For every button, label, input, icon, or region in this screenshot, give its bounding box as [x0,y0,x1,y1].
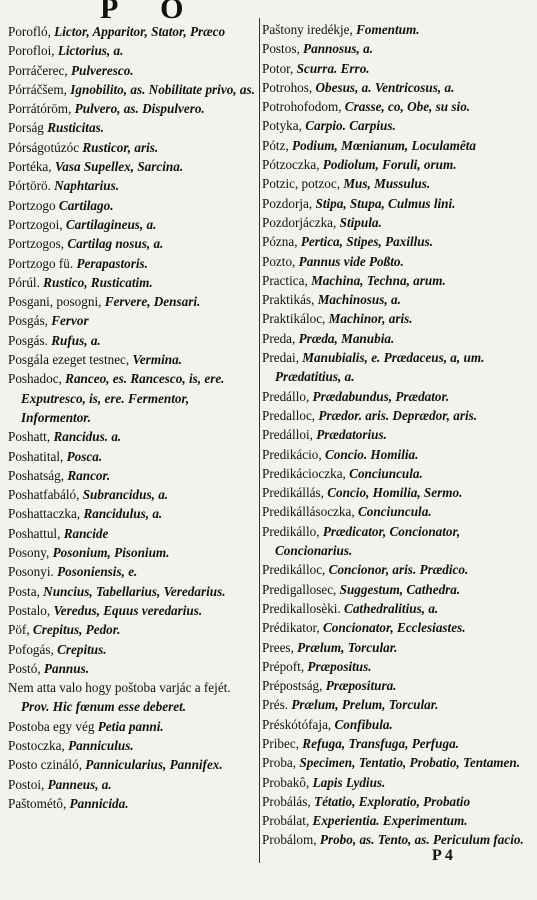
dictionary-entry [8,601,260,620]
dictionary-entry [262,20,534,39]
headword: Pribec, [262,735,299,751]
latin-translation: Subrancidus, a. [82,487,169,503]
latin-translation: Crasse, co, Obe, su sio. [344,99,471,115]
latin-translation: Podiolum, Foruli, orum. [322,157,457,173]
headword: Pórúl. [8,274,40,290]
dictionary-entry [262,116,534,135]
dictionary-entry [8,99,260,118]
headword: Portzogos, [8,236,65,252]
latin-translation: Rustico, Rusticatim. [43,274,153,290]
latin-translation: Præpositura. [325,678,397,694]
latin-translation: Rancor. [67,467,111,483]
dictionary-entry [262,425,534,444]
headword: Poshadoc, [8,371,62,387]
latin-translation: Conciuncula. [357,504,432,520]
headword: Pofogás, [8,641,54,657]
headword: Probálás, [262,793,311,809]
latin-translation: Prædicator, Concionator, Concionarius. [275,523,461,559]
dictionary-entry [262,811,534,830]
latin-translation: Machinosus, a. [317,292,401,308]
latin-translation: Vermina. [132,352,182,368]
dictionary-entry [8,196,260,215]
latin-translation: Vasa Supellex, Sarcina. [54,159,184,175]
dictionary-entry [262,676,534,695]
dictionary-entry [262,348,534,387]
latin-translation: Veredus, Equus veredarius. [53,602,203,618]
dictionary-entry [8,138,260,157]
headword: Pótz, [262,137,289,153]
latin-translation: Probo, as. Tento, as. Periculum facio. [319,832,524,848]
headword: Probálat, [262,813,310,829]
headword: Portéka, [8,159,52,175]
headword: Pózna, [262,234,298,250]
dictionary-entry [8,504,260,523]
latin-translation: Concio, Homilia, Sermo. [327,485,463,501]
latin-translation: Crepitus, Pedor. [32,622,121,638]
dictionary-entry [8,41,260,60]
dictionary-entry [262,387,534,406]
latin-translation: Stipa, Stupa, Culmus lini. [315,195,456,211]
headword: Postoba egy vég [8,718,95,734]
latin-translation: Concionor, aris. Prædico. [328,562,469,578]
dictionary-entry [262,309,534,328]
headword: Portzogo [8,197,56,213]
latin-translation: Specimen, Tentatio, Probatio, Tentamen. [299,755,521,771]
headword: Paštométô, [8,795,67,811]
latin-translation: Machina, Techna, arum. [311,272,446,288]
latin-translation: Rusticor, aris. [82,139,159,155]
dictionary-entry [262,580,534,599]
dictionary-entry [262,271,534,290]
dictionary-entry [262,174,534,193]
dictionary-entry [8,292,260,311]
headword: Predai, [262,350,299,366]
dictionary-entry [262,773,534,792]
headword: Posgála ezeget testnec, [8,352,130,368]
headword: Postalo, [8,602,51,618]
latin-translation: Posca. [66,448,103,464]
headword: Portzogo fü. [8,255,74,271]
dictionary-entry [262,502,534,521]
dictionary-entry [8,234,260,253]
latin-translation: Prædor. aris. Deprædor, aris. [318,407,478,423]
headword: Posgás, [8,313,48,329]
latin-translation: Machinor, aris. [328,311,413,327]
headword: Postoi, [8,776,45,792]
dictionary-entry [8,485,260,504]
headword: Predikácio, [262,446,322,462]
latin-translation: Tétatio, Exploratio, Probatio [314,793,471,809]
headword: Probakô, [262,774,310,790]
latin-translation: Perapastoris. [76,255,148,271]
latin-translation: Cartilago. [58,197,114,213]
headword: Potrohos, [262,79,313,95]
dictionary-entry [8,273,260,292]
dictionary-entry [8,350,260,369]
dictionary-entry [8,775,260,794]
page-header [0,0,537,25]
latin-translation: Rancidulus, a. [83,506,163,522]
dictionary-entry [262,252,534,271]
headword: Porráčerec, [8,62,68,78]
dictionary-entry [8,524,260,543]
headword: Nem atta valo hogy poštoba varjác a fejét. [8,680,231,696]
dictionary-entry [262,599,534,618]
latin-translation: Conciuncula. [349,465,423,481]
latin-translation: Panneus, a. [47,776,112,792]
latin-translation: Mus, Mussulus. [343,176,431,192]
headword: Paštony iredékje, [262,22,353,37]
dictionary-entry [262,329,534,348]
headword: Pórráčšem, [8,81,67,97]
dictionary-entry [8,22,260,41]
dictionary-entry [262,213,534,232]
headword: Pórtörö. [8,178,51,194]
headword: Poshatság, [8,467,65,483]
dictionary-entry [262,136,534,155]
headword: Potyka, [262,118,302,134]
dictionary-entry [8,466,260,485]
dictionary-entry [8,620,260,639]
dictionary-entry [8,543,260,562]
dictionary-entry [262,232,534,251]
headword: Préskótófaja, [262,716,332,732]
headword: Prépostság, [262,678,323,694]
dictionary-entry [262,792,534,811]
headword: Praktikás, [262,292,315,308]
headword: Poshattul, [8,525,61,541]
headword: Predikálloc, [262,562,326,578]
latin-translation: Manubialis, e. Prædaceus, a, um. Prædatitius, a. [275,350,485,385]
headword: Predalloc, [262,407,316,423]
headword: Poshattaczka, [8,506,81,522]
headword: Prépoft, [262,658,305,674]
latin-translation: Cathedralitius, a. [344,600,439,616]
dictionary-entry [8,659,260,678]
latin-translation: Prælum, Prelum, Torcular. [291,697,439,713]
headword: Prees, [262,639,294,655]
latin-translation: Concio. Homilia. [325,446,419,462]
dictionary-entry [262,445,534,464]
latin-translation: Prædatorius. [316,427,387,443]
headword: Porofloi, [8,43,55,59]
latin-translation: Experientia. Experimentum. [312,813,468,829]
headword: Poshatfabáló, [8,487,80,503]
latin-translation: Posonium, Pisonium. [52,545,170,561]
latin-translation: Confibula. [334,716,393,732]
dictionary-entry [262,695,534,714]
latin-translation: Prov. Hic fœnum esse deberet. [21,699,187,715]
latin-translation: Crepitus. [57,641,107,657]
latin-translation: Concionator, Ecclesiastes. [323,620,466,636]
headword: Potrohofodom, [262,99,342,115]
latin-translation: Pertica, Stipes, Paxillus. [300,234,434,250]
dictionary-entry [262,194,534,213]
latin-translation: Lapis Lydius. [312,774,386,790]
dictionary-entry [8,311,260,330]
latin-translation: Rancidus. a. [53,429,122,445]
latin-translation: Petia panni. [97,718,164,734]
latin-translation: Fervere, Densari. [104,294,201,310]
headword: Potor, [262,60,294,76]
headword: Pozto, [262,253,296,269]
headword: Posgás. [8,332,48,348]
dictionary-entry [262,657,534,676]
dictionary-entry [8,562,260,581]
dictionary-entry [8,61,260,80]
right-column [262,20,534,850]
signature-mark: P 4 [432,847,453,864]
latin-translation: Naphtarius. [54,178,120,194]
latin-translation: Carpio. Carpius. [305,118,396,134]
dictionary-entry [262,155,534,174]
dictionary-entry [8,582,260,601]
dictionary-entry [262,734,534,753]
latin-translation: Suggestum, Cathedra. [339,581,461,597]
latin-translation: Lictorius, a. [57,43,124,59]
headword: Posto czináló, [8,757,82,773]
latin-translation: Posoniensis, e. [57,564,138,580]
dictionary-entry [262,618,534,637]
latin-translation: Prædabundus, Prædator. [312,388,450,404]
latin-translation: Pulvero, as. Dispulvero. [74,101,205,117]
headword: Predikallosèki. [262,600,341,616]
latin-translation: Panniculus. [68,737,134,753]
dictionary-entry [8,794,260,813]
headword: Porofló, [8,24,51,39]
headword: Probálom, [262,832,317,848]
dictionary-entry [262,638,534,657]
dictionary-entry [262,39,534,58]
dictionary-entry [8,755,260,774]
headword: Practica, [262,272,308,288]
latin-translation: Scurra. Erro. [296,60,370,76]
latin-translation: Obesus, a. Ventricosus, a. [315,79,455,95]
headword: Posta, [8,583,40,599]
headword: Preda, [262,330,296,346]
latin-translation: Rufus, a. [51,332,101,348]
dictionary-entry [8,254,260,273]
headword: Portzogoi, [8,216,63,232]
dictionary-entry [262,290,534,309]
dictionary-entry [262,560,534,579]
latin-translation: Fomentum. [356,22,420,37]
dictionary-entry [8,427,260,446]
dictionary-entry [8,215,260,234]
latin-translation: Nuncius, Tabellarius, Veredarius. [43,583,226,599]
headword: Predigallosec, [262,581,337,597]
headword: Postos, [262,41,300,57]
dictionary-entry [8,736,260,755]
headword: Praktikáloc, [262,311,326,327]
latin-translation: Prælum, Torcular. [297,639,398,655]
dictionary-entry [262,715,534,734]
dictionary-entry [8,176,260,195]
dictionary-entry [262,522,534,561]
latin-translation: Lictor, Apparitor, Stator, Præco [54,24,226,39]
headword: Predikállásoczka, [262,504,355,520]
left-column [8,22,260,813]
dictionary-entry [8,678,260,717]
headword: Porság [8,120,44,136]
headword: Prédikator, [262,620,320,636]
headword: Potzic, potzoc, [262,176,341,192]
latin-translation: Præpositus. [307,658,372,674]
latin-translation: Pannicida. [69,795,129,811]
latin-translation: Pannus. [43,660,90,676]
dictionary-entry [8,80,260,99]
headword: Proba, [262,755,297,771]
latin-translation: Stipula. [339,214,382,230]
latin-translation: Præda, Manubia. [298,330,395,346]
headword: Predálloi, [262,427,313,443]
dictionary-entry [262,78,534,97]
headword: Posonyi. [8,564,54,580]
headword: Predikácioczka, [262,465,346,481]
dictionary-entry [8,447,260,466]
headword: Porrátórōm, [8,101,72,117]
latin-translation: Cartilagineus, a. [65,216,157,232]
headword: Postó, [8,660,41,676]
headword: Predikállo, [262,523,320,539]
headword: Posony, [8,545,50,561]
dictionary-entry [262,59,534,78]
headword: Posgani, posogni, [8,294,102,310]
latin-translation: Refuga, Transfuga, Perfuga. [302,735,459,751]
latin-translation: Ignobilito, as. Nobilitate privo, as. [70,81,255,97]
headword: Pozdorjáczka, [262,214,337,230]
dictionary-entry [262,753,534,772]
headword: Pozdorja, [262,195,313,211]
headword: Pótzoczka, [262,157,320,173]
dictionary-entry [262,464,534,483]
latin-translation: Pannosus, a. [303,41,374,57]
header-letters: P O [100,0,202,25]
latin-translation: Pannicularius, Pannifex. [85,757,223,773]
dictionary-entry [8,717,260,736]
dictionary-entry [262,483,534,502]
column-divider [259,18,260,863]
headword: Predállo, [262,388,310,404]
headword: Prés. [262,697,289,713]
latin-translation: Podium, Mœnianum, Loculamêta [292,137,476,153]
latin-translation: Ranceo, es. Rancesco, is, ere. Exputresco, is, ere. Fermentor, Informentor. [21,371,225,425]
dictionary-entry [8,369,260,427]
dictionary-entry [8,640,260,659]
dictionary-entry [262,406,534,425]
latin-translation: Pulveresco. [70,62,134,78]
latin-translation: Fervor [51,313,89,329]
dictionary-entry [262,97,534,116]
dictionary-entry [8,118,260,137]
latin-translation: Pannus vide Poßto. [298,253,404,269]
headword: Predikállás, [262,485,324,501]
headword: Pöf, [8,622,30,638]
latin-translation: Cartilag nosus, a. [67,236,164,252]
headword: Poshatital, [8,448,64,464]
latin-translation: Rancide [63,525,109,541]
latin-translation: Rusticitas. [47,120,104,136]
headword: Pórságotúzóc [8,139,80,155]
headword: Postoczka, [8,737,65,753]
headword: Poshatt, [8,429,51,445]
dictionary-entry [262,830,534,849]
dictionary-entry [8,331,260,350]
dictionary-entry [8,157,260,176]
